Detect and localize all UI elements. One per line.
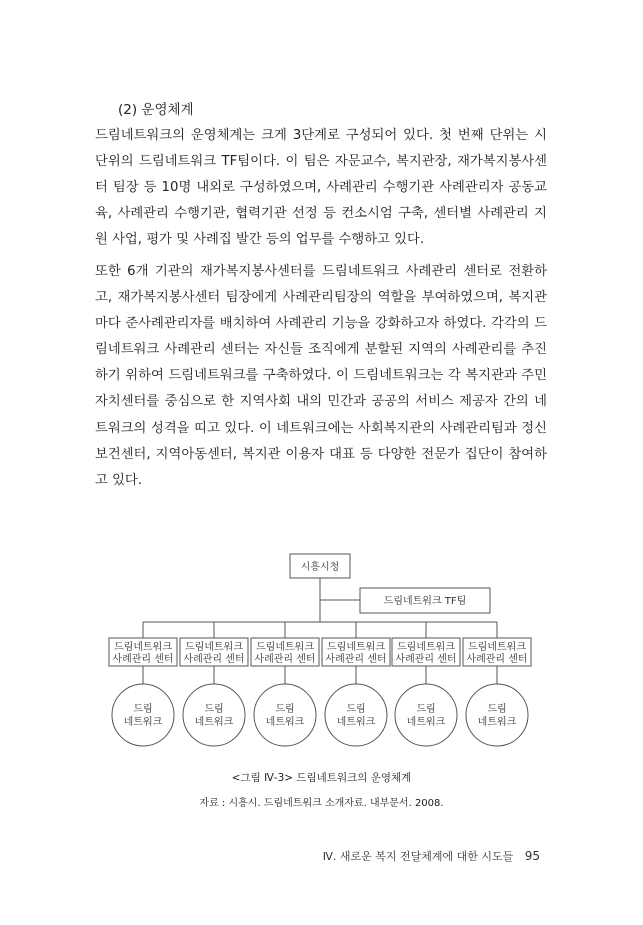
tf-node: [360, 588, 490, 613]
center-label-line1: 드림네트워크: [114, 642, 172, 653]
top-node: [290, 554, 350, 578]
network-node: [395, 684, 457, 746]
network-label-line2: 네트워크: [406, 717, 446, 728]
center-label-line2: 사례관리 센터: [183, 654, 245, 665]
section-heading: (2) 운영체계: [118, 102, 194, 118]
network-label-line1: 드림: [204, 704, 224, 715]
network-label-line2: 네트워크: [477, 717, 517, 728]
center-label-line1: 드림네트워크: [185, 642, 243, 653]
network-label-line1: 드림: [346, 704, 366, 715]
center-label-line1: 드림네트워크: [397, 642, 455, 653]
center-label-line2: 사례관리 센터: [112, 654, 174, 665]
network-label-line2: 네트워크: [265, 717, 305, 728]
network-node: [183, 684, 245, 746]
org-diagram: [0, 540, 643, 765]
network-node: [466, 684, 528, 746]
center-node: [392, 638, 460, 666]
center-label-line2: 사례관리 센터: [395, 654, 457, 665]
network-label-line1: 드림: [275, 704, 295, 715]
center-label-line2: 사례관리 센터: [466, 654, 528, 665]
center-label-line2: 사례관리 센터: [325, 654, 387, 665]
network-node: [112, 684, 174, 746]
center-label-line2: 사례관리 센터: [254, 654, 316, 665]
center-label-line1: 드림네트워크: [468, 642, 526, 653]
page-footer: [323, 848, 540, 864]
center-node: [322, 638, 390, 666]
figure-caption: <그림 Ⅳ-3> 드림네트워크의 운영체계: [231, 772, 412, 784]
center-node: [251, 638, 319, 666]
running-title: Ⅳ. 새로운 복지 전달체계에 대한 시도들: [322, 850, 514, 863]
network-label-line1: 드림: [487, 704, 507, 715]
network-label-line1: 드림: [416, 704, 436, 715]
center-label-line1: 드림네트워크: [327, 642, 385, 653]
tf-node-label: 드림네트워크 TF팀: [383, 596, 467, 607]
page-number: 95: [524, 849, 540, 863]
center-label-line1: 드림네트워크: [256, 642, 314, 653]
figure-source: 자료 : 시흥시. 드림네트워크 소개자료. 내부문서. 2008.: [199, 798, 444, 809]
network-label-line1: 드림: [133, 704, 153, 715]
network-label-line2: 네트워크: [123, 717, 163, 728]
center-node: [463, 638, 531, 666]
network-node: [325, 684, 387, 746]
paragraph-1: 드림네트워크의 운영체계는 크게 3단계로 구성되어 있다. 첫 번째 단위는 시 단위의 드림네트워크 TF팀이다. 이 팀은 자문교수, 복지관장, 재가복지봉사센터 팀장 등 10명 내외로 구성하였으며, 사례관리 수행기관 사례관리자 공동교육, 사례관리 수행기관, 협력기관 선정 등 컨소시엄 구축, 센터별 사례관리 지원 사업, 평가 및 사례집 발간 등의 업무를 수행하고 있다.: [95, 128, 547, 248]
center-node: [109, 638, 177, 666]
center-node: [180, 638, 248, 666]
paragraph-2: 또한 6개 기관의 재가복지봉사센터를 드림네트워크 사례관리 센터로 전환하고, 재가복지봉사센터 팀장에게 사례관리팀장의 역할을 부여하였으며, 복지관마다 준사례관리자를 배치하여 사례관리 기능을 강화하고자 하였다. 각각의 드림네트워크 사례관리 센터는 자신들 조직에게 분할된 지역의 사례관리를 추진하기 위하여 드림네트워크를 구축하였다. 이 드림네트워크는 각 복지관과 주민자치센터를 중심으로 한 지역사회 내의 민간과 공공의 서비스 제공자 간의 네트워크의 성격을 띠고 있다. 이 네트워크에는 사회복지관의 사례관리팀과 정신보건센터, 지역아동센터, 복지관 이용자 대표 등 다양한 전문가 집단이 참여하고 있다.: [95, 264, 547, 488]
network-label-line2: 네트워크: [194, 717, 234, 728]
network-node: [254, 684, 316, 746]
network-label-line2: 네트워크: [336, 717, 376, 728]
top-node-label: 시흥시청: [300, 562, 340, 573]
